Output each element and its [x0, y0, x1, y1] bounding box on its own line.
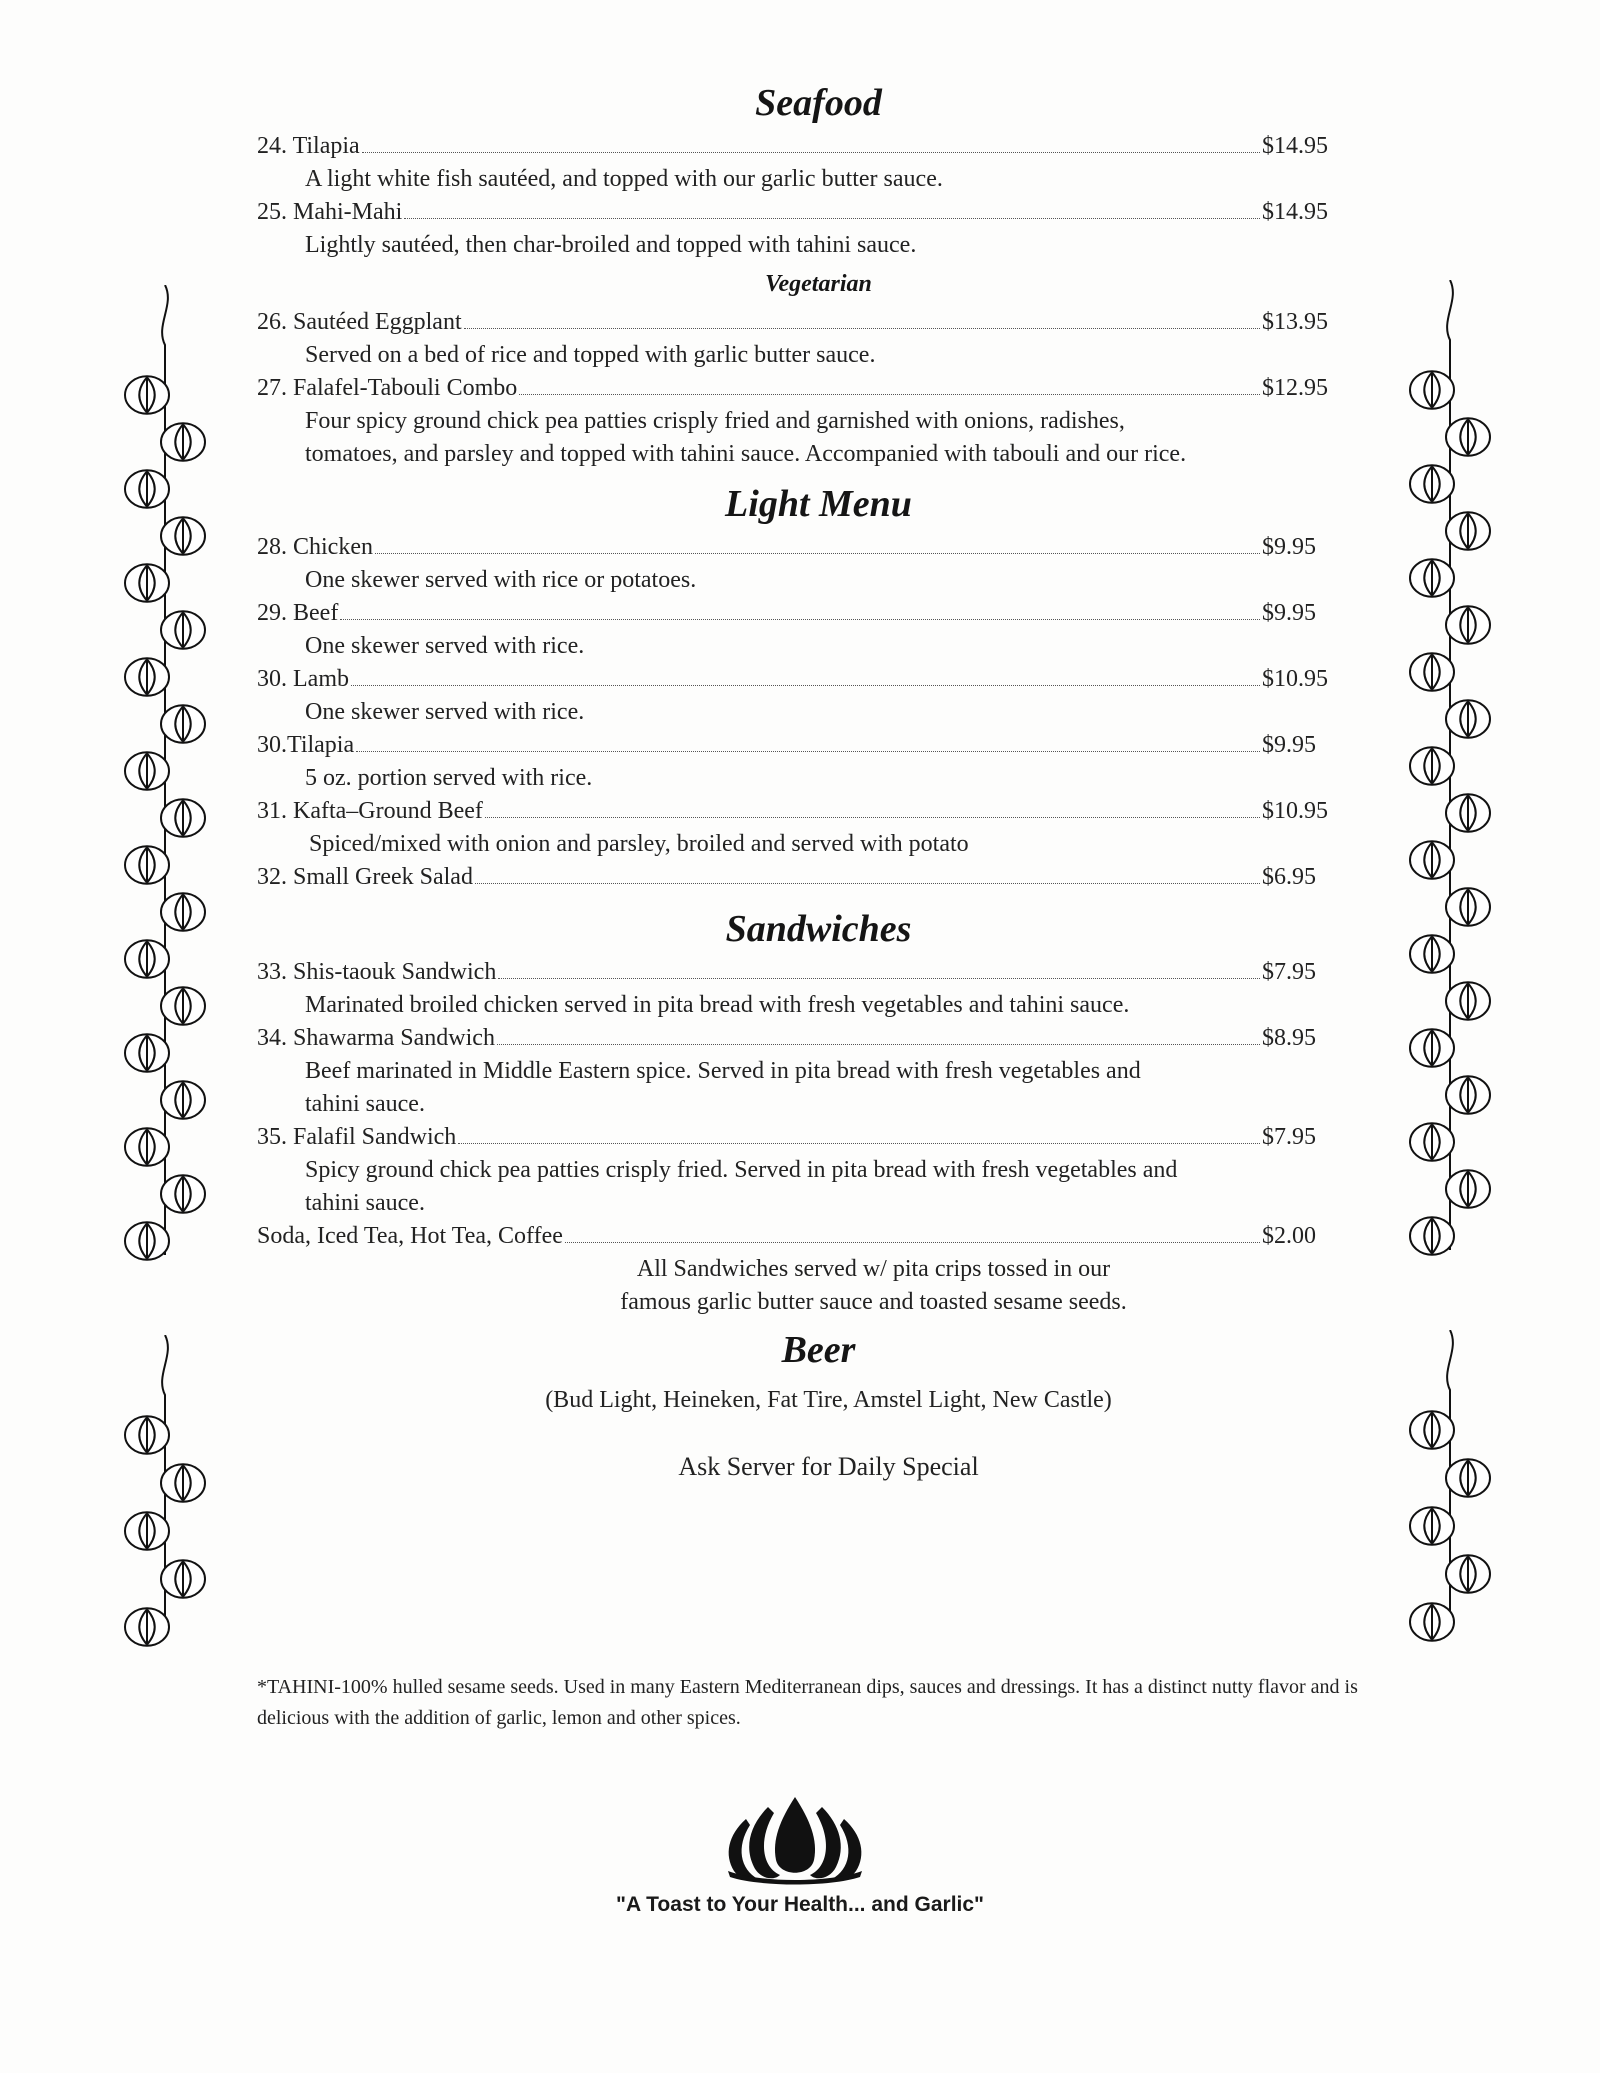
item-price: $7.95 — [1262, 1124, 1316, 1150]
item-price: $8.95 — [1262, 1025, 1316, 1051]
menu-item — [257, 597, 1340, 663]
section-title-vegetarian: Vegetarian — [765, 271, 872, 297]
item-name: 27. Falafel-Tabouli Combo — [257, 375, 518, 401]
item-description: Marinated broiled chicken served in pita bread with fresh vegetables and tahini sauce. — [305, 992, 1130, 1018]
tagline: "A Toast to Your Health... and Garlic" — [615, 1893, 985, 1916]
item-description: One skewer served with rice or potatoes. — [305, 567, 697, 593]
item-price: $14.95 — [1262, 133, 1328, 159]
item-price: $12.95 — [1262, 375, 1328, 401]
item-description: One skewer served with rice. — [305, 633, 585, 659]
beer-list: (Bud Light, Heineken, Fat Tire, Amstel Light, New Castle) — [545, 1387, 1112, 1413]
garlic-garland-icon — [1390, 280, 1510, 1270]
item-price: $7.95 — [1262, 959, 1316, 985]
menu-item — [257, 1121, 1340, 1220]
garlic-garland-icon — [105, 285, 225, 1275]
menu-item — [257, 861, 1340, 894]
section-title-beer: Beer — [781, 1329, 856, 1371]
menu-item — [257, 663, 1340, 729]
section-title-sandwiches: Sandwiches — [725, 908, 912, 950]
garlic-garland-icon — [105, 1335, 225, 1655]
item-description: 5 oz. portion served with rice. — [305, 765, 593, 791]
item-description: Served on a bed of rice and topped with garlic butter sauce. — [305, 342, 876, 368]
item-price: $6.95 — [1262, 864, 1316, 890]
item-name: 24. Tilapia — [257, 133, 360, 159]
menu-item — [257, 531, 1340, 597]
item-name: 33. Shis-taouk Sandwich — [257, 959, 497, 985]
daily-special-note: Ask Server for Daily Special — [678, 1452, 979, 1481]
section-title-light-menu: Light Menu — [725, 483, 912, 525]
item-price: $13.95 — [1262, 309, 1328, 335]
item-price: $9.95 — [1262, 732, 1316, 758]
item-name: 26. Sautéed Eggplant — [257, 309, 462, 335]
item-name: 28. Chicken — [257, 534, 373, 560]
sandwich-note-line: famous garlic butter sauce and toasted sesame seeds. — [620, 1289, 1127, 1315]
menu-item — [257, 956, 1340, 1022]
menu-item — [257, 372, 1340, 471]
menu-item — [257, 1220, 1340, 1253]
item-name: 34. Shawarma Sandwich — [257, 1025, 495, 1051]
item-description: Spiced/mixed with onion and parsley, broiled and served with potato — [309, 831, 969, 857]
garlic-logo-icon — [710, 1785, 880, 1885]
item-description: Four spicy ground chick pea patties crisply fried and garnished with onions, radishes, tomatoes, and parsley and topped with tahini sauce. Accompanied with tabouli and our rice. — [305, 408, 1187, 467]
item-name: 31. Kafta–Ground Beef — [257, 798, 483, 824]
item-price: $9.95 — [1262, 534, 1316, 560]
item-name: 29. Beef — [257, 600, 339, 626]
sandwich-note-line: All Sandwiches served w/ pita crips tossed in our — [636, 1256, 1111, 1282]
menu-item — [257, 196, 1340, 262]
item-name: 35. Falafil Sandwich — [257, 1124, 457, 1150]
item-price: $10.95 — [1262, 666, 1328, 692]
item-name: 30. Lamb — [257, 666, 349, 692]
menu-item — [257, 1022, 1340, 1121]
menu-item — [257, 306, 1340, 372]
item-price: $2.00 — [1262, 1223, 1316, 1249]
tahini-footnote: *TAHINI-100% hulled sesame seeds. Used in many Eastern Mediterranean dips, sauces and dressings. It has a distinct nutty flavor and is delicious with the addition of garlic, lemon and other spices. — [257, 1676, 1358, 1729]
item-description: A light white fish sautéed, and topped with our garlic butter sauce. — [305, 166, 943, 192]
item-description: Spicy ground chick pea patties crisply fried. Served in pita bread with fresh vegetables and tahini sauce. — [305, 1157, 1178, 1216]
garlic-garland-icon — [1390, 1330, 1510, 1650]
item-description: One skewer served with rice. — [305, 699, 585, 725]
menu-content — [257, 78, 1340, 1485]
section-title-seafood: Seafood — [755, 82, 882, 124]
item-price: $9.95 — [1262, 600, 1316, 626]
item-name: 32. Small Greek Salad — [257, 864, 473, 890]
item-description: Beef marinated in Middle Eastern spice. Served in pita bread with fresh vegetables and tahini sauce. — [305, 1058, 1141, 1117]
menu-item — [257, 795, 1340, 861]
menu-item — [257, 729, 1340, 795]
item-price: $14.95 — [1262, 199, 1328, 225]
item-name: 25. Mahi-Mahi — [257, 199, 403, 225]
item-description: Lightly sautéed, then char-broiled and topped with tahini sauce. — [305, 232, 917, 258]
item-name: Soda, Iced Tea, Hot Tea, Coffee — [257, 1223, 563, 1249]
item-price: $10.95 — [1262, 798, 1328, 824]
item-name: 30.Tilapia — [257, 732, 355, 758]
menu-item — [257, 130, 1340, 196]
